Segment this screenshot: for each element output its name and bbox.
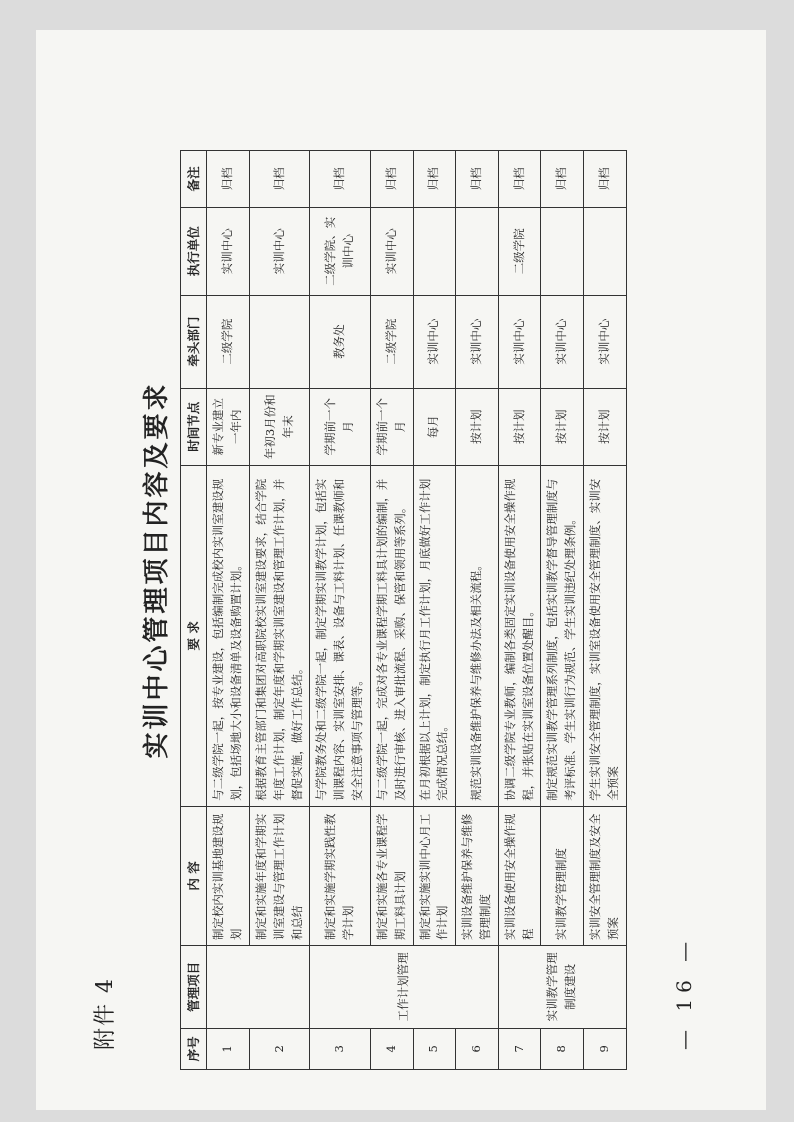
- row-seq: 3: [310, 1028, 370, 1069]
- scanned-page: [36, 30, 766, 1110]
- row-exec: [413, 207, 456, 295]
- row-time: 按计划: [541, 388, 584, 465]
- row-requirement: 制定规范实训教学管理系列制度，包括实训教学督导管理制度与考评标准、学生实训行为规范、学生实训违纪处理条例。: [541, 465, 584, 806]
- table-row: [498, 151, 541, 1070]
- row-requirement: 在月初根据以上计划，制定执行月工作计划，月底做好工作计划完成情况总结。: [413, 465, 456, 806]
- row-time: 学期前一个月: [370, 388, 413, 465]
- table-row: [250, 151, 310, 1070]
- row-time: 按计划: [584, 388, 627, 465]
- header-time: 时间节点: [181, 388, 207, 465]
- row-requirement: 学生实训安全管理制度，实训室设备使用安全管理制度、实训安全预案: [584, 465, 627, 806]
- row-requirement: 协调二级学院专业教师，编制各类固定实训设备使用安全操作规程，并张贴在实训室设备位置处醒目。: [498, 465, 541, 806]
- row-requirement: 规范实训设备维护保养与维修办法及相关流程。: [456, 465, 499, 806]
- header-content: 内 容: [181, 806, 207, 945]
- requirements-table: [180, 150, 627, 1070]
- row-note: 归档: [370, 151, 413, 208]
- header-seq: 序号: [181, 1028, 207, 1069]
- row-exec: [541, 207, 584, 295]
- row-exec: [456, 207, 499, 295]
- row-exec: 二级学院、实训中心: [310, 207, 370, 295]
- row-note: 归档: [413, 151, 456, 208]
- row-lead: 实训中心: [584, 295, 627, 388]
- row-lead: 二级学院: [207, 295, 250, 388]
- header-exec: 执行单位: [181, 207, 207, 295]
- row-seq: 9: [584, 1028, 627, 1069]
- attachment-label: 附件 4: [93, 977, 118, 1050]
- row-seq: 8: [541, 1028, 584, 1069]
- row-content: 制定和实施学期实践性教学计划: [310, 806, 370, 945]
- header-project: 管理项目: [181, 946, 207, 1029]
- row-time: 每月: [413, 388, 456, 465]
- row-seq: 5: [413, 1028, 456, 1069]
- row-seq: 2: [250, 1028, 310, 1069]
- row-note: 归档: [541, 151, 584, 208]
- group-work-plan: 工作计划管理: [310, 946, 498, 1029]
- row-content: 制定和实施实训中心月工作计划: [413, 806, 456, 945]
- row-exec: 二级学院: [498, 207, 541, 295]
- row-exec: [584, 207, 627, 295]
- row-lead: [250, 295, 310, 388]
- row-content: 实训安全管理制度及安全预案: [584, 806, 627, 945]
- row-seq: 1: [207, 1028, 250, 1069]
- document-title: 实训中心管理项目内容及要求: [142, 381, 172, 759]
- row-time: 按计划: [456, 388, 499, 465]
- row-exec: 实训中心: [250, 207, 310, 295]
- row-requirement: 与二级学院一起，完成对各专业课程学期工料具计划的编制，并及时进行审核、进入审批流程、采购、保管和领用等系列。: [370, 465, 413, 806]
- table-row: [413, 151, 456, 1070]
- row-note: 归档: [310, 151, 370, 208]
- table-row: [310, 151, 370, 1070]
- row-seq: 4: [370, 1028, 413, 1069]
- row-note: 归档: [456, 151, 499, 208]
- page-number: — 16 —: [672, 935, 696, 1050]
- header-lead: 牵头部门: [181, 295, 207, 388]
- row-lead: 实训中心: [413, 295, 456, 388]
- rotated-content: [36, 30, 766, 1110]
- table-row: [207, 151, 250, 1070]
- row-time: 年初3月份和年末: [250, 388, 310, 465]
- row-content: 实训设备使用安全操作规程: [498, 806, 541, 945]
- table-header-row: [181, 151, 207, 1070]
- row-exec: 实训中心: [370, 207, 413, 295]
- row-requirement: 与学院教务处和二级学院一起，制定学期实训教学计划，包括实训课程内容、实训室安排、课表、设备与工料计划、任课教师和安全注意事项与管理等。: [310, 465, 370, 806]
- row-note: 归档: [584, 151, 627, 208]
- row-requirement: 与二级学院一起，按专业建设，包括编制完成校内实训室建设规划，包括场地大小和设备清单及设备购置计划。: [207, 465, 250, 806]
- row-note: 归档: [250, 151, 310, 208]
- row-seq: 6: [456, 1028, 499, 1069]
- table-row: [541, 151, 584, 1070]
- row-content: 实训设备维护保养与维修管理制度: [456, 806, 499, 945]
- header-requirement: 要 求: [181, 465, 207, 806]
- row-note: 归档: [207, 151, 250, 208]
- table-row: [584, 151, 627, 1070]
- header-note: 备注: [181, 151, 207, 208]
- group-teaching-system: 实训教学管理制度建设: [498, 946, 626, 1029]
- row-note: 归档: [498, 151, 541, 208]
- row-lead: 二级学院: [370, 295, 413, 388]
- row-content: 制定和实施各专业课程学期工料具计划: [370, 806, 413, 945]
- row-lead: 实训中心: [498, 295, 541, 388]
- row-lead: 实训中心: [456, 295, 499, 388]
- row-time: 学期前一个月: [310, 388, 370, 465]
- row-project: [207, 946, 310, 1029]
- row-time: 按计划: [498, 388, 541, 465]
- table-row: [456, 151, 499, 1070]
- row-content: 实训教学管理制度: [541, 806, 584, 945]
- row-content: 制定和实施年度和学期实训室建设与管理工作计划和总结: [250, 806, 310, 945]
- row-lead: 教务处: [310, 295, 370, 388]
- row-content: 制定校内实训基地建设规划: [207, 806, 250, 945]
- row-seq: 7: [498, 1028, 541, 1069]
- table-row: [370, 151, 413, 1070]
- row-lead: 实训中心: [541, 295, 584, 388]
- row-time: 新专业建立一年内: [207, 388, 250, 465]
- row-exec: 实训中心: [207, 207, 250, 295]
- row-requirement: 根据教育主管部门和集团对高职院校实训室建设要求，结合学院年度工作计划，制定年度和学期实训室建设和管理工作计划，并督促实施，做好工作总结。: [250, 465, 310, 806]
